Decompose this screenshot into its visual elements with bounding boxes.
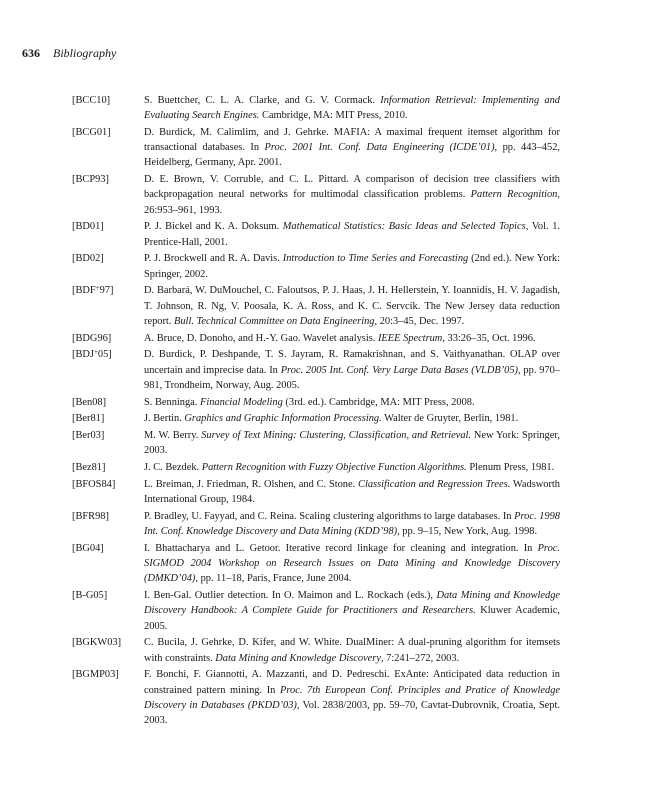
reference-key: [BDJ+05] bbox=[72, 348, 112, 361]
reference-entry bbox=[72, 251, 560, 281]
reference-entry bbox=[72, 477, 560, 507]
reference-text: I. Ben-Gal. Outlier detection. In O. Maimon and L. Rockach (eds.), Data Mining and Knowledge Discovery Handbook: A Complete Guide for Practitioners and Researchers. Kluwer Academic, 2005. bbox=[144, 590, 560, 632]
reference-text: P. J. Brockwell and R. A. Davis. Introduction to Time Series and Forecasting (2nd ed.). New York: Springer, 2002. bbox=[144, 253, 560, 280]
reference-key: [BD01] bbox=[72, 221, 104, 233]
reference-text: M. W. Berry. Survey of Text Mining: Clustering, Classification, and Retrieval. New York: Springer, 2003. bbox=[144, 430, 560, 457]
reference-entry bbox=[72, 172, 560, 218]
reference-entry bbox=[72, 541, 560, 587]
reference-text: S. Benninga. Financial Modeling (3rd. ed.). Cambridge, MA: MIT Press, 2008. bbox=[144, 396, 475, 408]
reference-key: [BDG96] bbox=[72, 332, 112, 344]
reference-text: C. Bucila, J. Gehrke, D. Kifer, and W. White. DualMiner: A dual-pruning algorithm for itemsets with constraints. Data Mining and Knowledge Discovery, 7:241–272, 2003. bbox=[144, 637, 560, 664]
page-header bbox=[22, 46, 116, 61]
reference-key: [BD02] bbox=[72, 253, 104, 265]
reference-text: P. J. Bickel and K. A. Doksum. Mathematical Statistics: Basic Ideas and Selected Topics, Vol. 1. Prentice-Hall, 2001. bbox=[144, 221, 560, 248]
reference-text: L. Breiman, J. Friedman, R. Olshen, and C. Stone. Classification and Regression Trees. Wadsworth International Group, 1984. bbox=[144, 479, 560, 506]
reference-text: I. Bhattacharya and L. Getoor. Iterative record linkage for cleaning and integration. In Proc. SIGMOD 2004 Workshop on Research Issues on Data Mining and Knowledge Discovery (DMKD’04), pp. 11–18, Paris, France, June 2004. bbox=[144, 543, 560, 585]
reference-text: D. Burdick, P. Deshpande, T. S. Jayram, R. Ramakrishnan, and S. Vaithyanathan. OLAP over uncertain and imprecise data. In Proc. 2005 Int. Conf. Very Large Data Bases (VLDB’05), pp. 970–981, Trondheim, Norway, Aug. 2005. bbox=[144, 349, 561, 391]
page-number: 636 bbox=[22, 46, 40, 60]
reference-text: S. Buettcher, C. L. A. Clarke, and G. V. Cormack. Information Retrieval: Implementing and Evaluating Search Engines. Cambridge, MA: MIT Press, 2010. bbox=[144, 95, 560, 122]
reference-list bbox=[72, 93, 560, 730]
reference-key: [BCG01] bbox=[72, 127, 111, 138]
reference-text: J. C. Bezdek. Pattern Recognition with Fuzzy Objective Function Algorithms. Plenum Press, 1981. bbox=[144, 462, 555, 474]
reference-entry bbox=[72, 347, 560, 393]
reference-entry bbox=[72, 125, 560, 171]
reference-entry bbox=[72, 411, 560, 426]
reference-key: [BFR98] bbox=[72, 511, 109, 522]
reference-key: [BG04] bbox=[72, 543, 104, 554]
reference-text: D. Burdick, M. Calimlim, and J. Gehrke. MAFIA: A maximal frequent itemset algorithm for transactional databases. In Proc. 2001 Int. Conf. Data Engineering (ICDE’01), pp. 443–452, Heidelberg, Germany, Apr. 2001. bbox=[144, 127, 560, 169]
reference-entry bbox=[72, 509, 560, 539]
reference-text: F. Bonchi, F. Giannotti, A. Mazzanti, and D. Pedreschi. ExAnte: Anticipated data reduction in constrained pattern mining. In Proc. 7th European Conf. Principles and Pratice of Knowledge Discovery in Databases (PKDD’03), Vol. 2838/2003, pp. 59–70, Cavtat-Dubrovnik, Croatia, Sept. 2003. bbox=[144, 669, 560, 727]
reference-entry bbox=[72, 460, 560, 475]
reference-text: D. E. Brown, V. Corruble, and C. L. Pittard. A comparison of decision tree classifiers with backpropagation neural networks for multimodal classification problems. Pattern Recognition, 26:953–961, 1993. bbox=[144, 174, 560, 216]
reference-entry bbox=[72, 93, 560, 123]
reference-text: P. Bradley, U. Fayyad, and C. Reina. Scaling clustering algorithms to large databases. In Proc. 1998 Int. Conf. Knowledge Discovery and Data Mining (KDD’98), pp. 9–15, New York, Aug. 1998. bbox=[144, 511, 560, 538]
reference-key: [Ber81] bbox=[72, 413, 105, 425]
reference-text: D. Barbará, W. DuMouchel, C. Faloutsos, P. J. Haas, J. H. Hellerstein, Y. Ioannidis, H. V. Jagadish, T. Johnson, R. Ng, V. Poosala, K. A. Ross, and K. C. Servcik. The New Jersey data reduction report. Bull. Technical Committee on Data Engineering, 20:3–45, Dec. 1997. bbox=[144, 285, 560, 327]
reference-key: [BCC10] bbox=[72, 95, 111, 106]
reference-key: [BGMP03] bbox=[72, 669, 119, 681]
reference-entry bbox=[72, 283, 560, 329]
reference-key: [BFOS84] bbox=[72, 479, 116, 490]
running-title: Bibliography bbox=[53, 46, 117, 60]
reference-key: [Ber03] bbox=[72, 430, 105, 442]
reference-entry bbox=[72, 667, 560, 728]
reference-entry bbox=[72, 395, 560, 410]
reference-key: [Bez81] bbox=[72, 462, 106, 474]
reference-key: [B-G05] bbox=[72, 590, 108, 602]
reference-key: [Ben08] bbox=[72, 396, 107, 408]
reference-entry bbox=[72, 635, 560, 665]
reference-entry bbox=[72, 428, 560, 458]
reference-text: J. Bertin. Graphics and Graphic Information Processing. Walter de Gruyter, Berlin, 1981. bbox=[144, 413, 519, 425]
reference-key: [BDF+97] bbox=[72, 284, 114, 297]
reference-entry bbox=[72, 331, 560, 346]
reference-text: A. Bruce, D. Donoho, and H.-Y. Gao. Wavelet analysis. IEEE Spectrum, 33:26–35, Oct. 1996. bbox=[144, 332, 536, 344]
reference-key: [BGKW03] bbox=[72, 637, 122, 649]
reference-entry bbox=[72, 588, 560, 634]
reference-entry bbox=[72, 219, 560, 249]
reference-key: [BCP93] bbox=[72, 174, 109, 186]
